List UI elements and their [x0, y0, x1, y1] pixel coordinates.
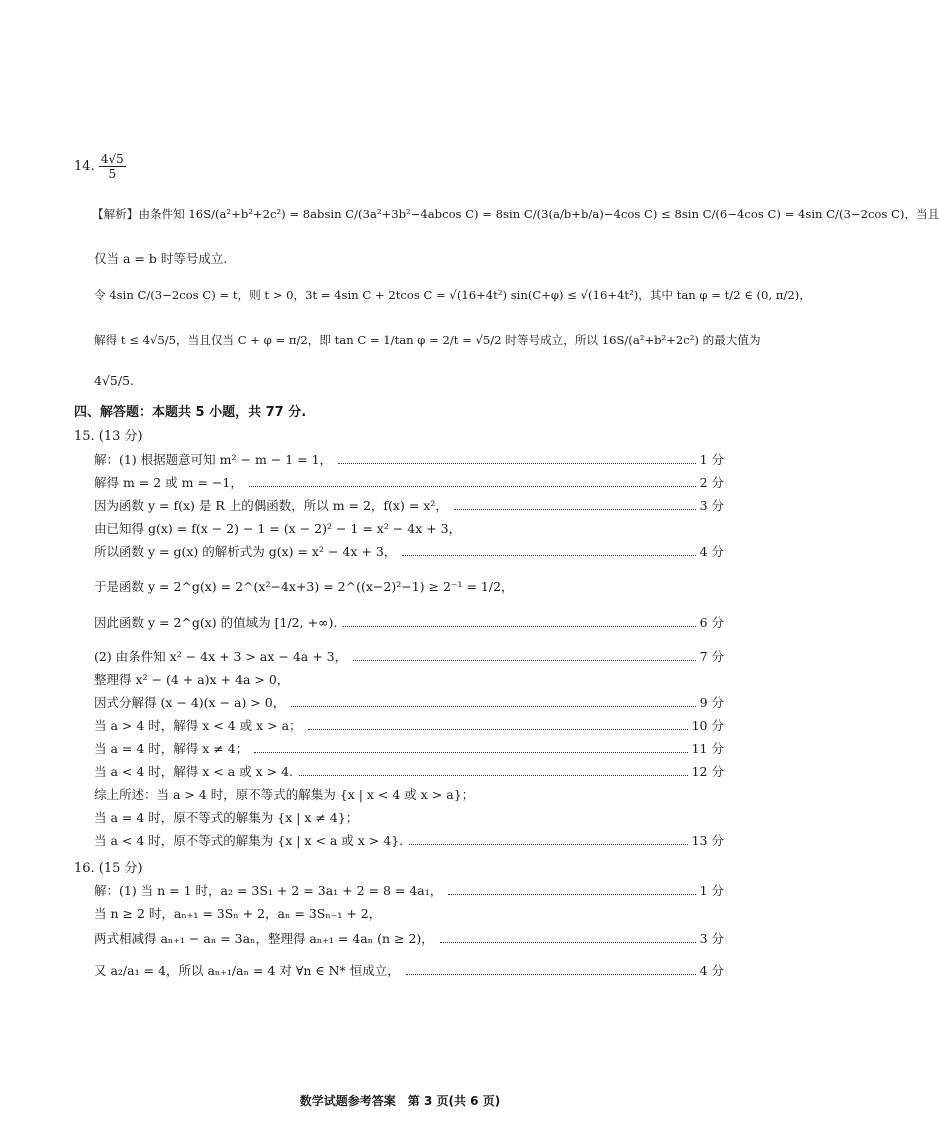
q15-score: 11 分	[691, 741, 724, 756]
q15-score: 13 分	[691, 833, 724, 848]
dot-leader	[454, 509, 696, 510]
q14-solution-line-1: 【解析】由条件知 16S/(a²+b²+2c²) = 8absin C/(3a²+3b²−4abcos C) = 8sin C/(3(a/b+b/a)−4cos C) ≤ 8sin C/(6−4cos C) = 4sin C/(3−2cos C)，当且	[92, 207, 939, 221]
q16-step-text: 当 n ≥ 2 时，aₙ₊₁ = 3Sₙ + 2，aₙ = 3Sₙ₋₁ + 2，	[94, 906, 382, 921]
q15-step-text: 整理得 x² − (4 + a)x + 4a > 0，	[94, 672, 290, 687]
q15-step-3	[94, 497, 724, 515]
q15-step-10	[94, 694, 724, 712]
q15-step-8	[94, 648, 724, 666]
q14-number: 14.	[74, 159, 95, 174]
q16-step-1	[94, 882, 724, 900]
q15-step-6	[94, 578, 724, 596]
q16-step-text: 解：(1) 当 n = 1 时，a₂ = 3S₁ + 2 = 3a₁ + 2 = 8 = 4a₁，	[94, 883, 443, 898]
q14-answer-den: 5	[108, 167, 117, 181]
dot-leader	[448, 894, 695, 895]
q14-solution-line-3: 令 4sin C/(3−2cos C) = t，则 t > 0，3t = 4sin C + 2tcos C = √(16+4t²) sin(C+φ) ≤ √(16+4t²)，其中 tan φ = t/2 ∈ (0, π/2)，	[94, 288, 811, 302]
q15-step-15	[94, 809, 724, 827]
q15-step-text: 因此函数 y = 2^g(x) 的值域为 [1/2, +∞).	[94, 615, 338, 630]
q15-step-12	[94, 740, 724, 758]
q15-step-5	[94, 543, 724, 561]
q15-step-text: 当 a > 4 时，解得 x < 4 或 x > a；	[94, 718, 302, 733]
q15-score: 9 分	[699, 695, 724, 710]
q15-step-4	[94, 520, 724, 538]
q16-score: 1 分	[699, 883, 724, 898]
q15-step-7	[94, 614, 724, 632]
q16-header: 16. (15 分)	[74, 861, 143, 876]
q15-score: 1 分	[699, 452, 724, 467]
q14-solution-line-2: 仅当 a = b 时等号成立.	[94, 251, 228, 266]
q15-score: 6 分	[699, 615, 724, 630]
q15-header: 15. (13 分)	[74, 429, 143, 444]
dot-leader	[402, 555, 695, 556]
q16-step-3	[94, 930, 724, 948]
q15-step-text: 解：(1) 根据题意可知 m² − m − 1 = 1，	[94, 452, 333, 467]
q16-score: 4 分	[699, 963, 724, 978]
dot-leader	[299, 775, 688, 776]
q15-score: 12 分	[691, 764, 724, 779]
q16-step-text: 两式相减得 aₙ₊₁ − aₙ = 3aₙ，整理得 aₙ₊₁ = 4aₙ (n ≥ 2)，	[94, 931, 434, 946]
dot-leader	[308, 729, 688, 730]
dot-leader	[249, 486, 696, 487]
q15-step-text: 当 a = 4 时，原不等式的解集为 {x | x ≠ 4}；	[94, 810, 359, 825]
q15-step-1	[94, 451, 724, 469]
q15-step-text: 当 a < 4 时，解得 x < a 或 x > 4.	[94, 764, 294, 779]
q15-step-2	[94, 474, 724, 492]
q15-step-16	[94, 832, 724, 850]
q14-solution-line-5: 4√5/5.	[94, 373, 135, 388]
q14-answer-num: 4√5	[100, 152, 124, 166]
q15-step-text: 因式分解得 (x − 4)(x − a) > 0，	[94, 695, 286, 710]
q16-step-text: 又 a₂/a₁ = 4，所以 aₙ₊₁/aₙ = 4 对 ∀n ∈ N* 恒成立，	[94, 963, 400, 978]
q15-step-11	[94, 717, 724, 735]
q14-solution-line-4: 解得 t ≤ 4√5/5，当且仅当 C + φ = π/2，即 tan C = 1/tan φ = 2/t = √5/2 时等号成立，所以 16S/(a²+b²+2c²) 的最大值为	[94, 333, 761, 347]
dot-leader	[409, 844, 687, 845]
q15-step-14	[94, 786, 724, 804]
q14-answer-fraction	[99, 152, 126, 181]
q15-step-text: 解得 m = 2 或 m = −1，	[94, 475, 243, 490]
q15-step-text: 当 a = 4 时，解得 x ≠ 4；	[94, 741, 249, 756]
dot-leader	[440, 942, 696, 943]
q15-score: 2 分	[699, 475, 724, 490]
q15-step-text: 因为函数 y = f(x) 是 R 上的偶函数，所以 m = 2，f(x) = x²，	[94, 498, 448, 513]
page-footer: 数学试题参考答案 第 3 页(共 6 页)	[299, 1094, 501, 1108]
q15-score: 4 分	[699, 544, 724, 559]
q15-step-text: 由已知得 g(x) = f(x − 2) − 1 = (x − 2)² − 1 = x² − 4x + 3，	[94, 521, 462, 536]
q15-score: 7 分	[699, 649, 724, 664]
q15-score: 3 分	[699, 498, 724, 513]
dot-leader	[353, 660, 695, 661]
q15-step-text: 所以函数 y = g(x) 的解析式为 g(x) = x² − 4x + 3，	[94, 544, 397, 559]
dot-leader	[343, 626, 695, 627]
dot-leader	[254, 752, 687, 753]
q16-step-2	[94, 905, 724, 923]
q15-score: 10 分	[691, 718, 724, 733]
q15-step-9	[94, 671, 724, 689]
q14-answer	[74, 152, 126, 181]
q15-step-text: 综上所述：当 a > 4 时，原不等式的解集为 {x | x < 4 或 x > a}；	[94, 787, 475, 802]
q15-step-text: 当 a < 4 时，原不等式的解集为 {x | x < a 或 x > 4}.	[94, 833, 404, 848]
dot-leader	[291, 706, 695, 707]
dot-leader	[338, 463, 696, 464]
q15-step-text: 于是函数 y = 2^g(x) = 2^(x²−4x+3) = 2^((x−2)²−1) ≥ 2⁻¹ = 1/2，	[94, 579, 514, 594]
q16-score: 3 分	[699, 931, 724, 946]
q15-step-text: (2) 由条件知 x² − 4x + 3 > ax − 4a + 3，	[94, 649, 348, 664]
q15-step-13	[94, 763, 724, 781]
dot-leader	[406, 974, 696, 975]
section-4-heading: 四、解答题：本题共 5 小题，共 77 分.	[74, 405, 307, 420]
q16-step-4	[94, 962, 724, 980]
